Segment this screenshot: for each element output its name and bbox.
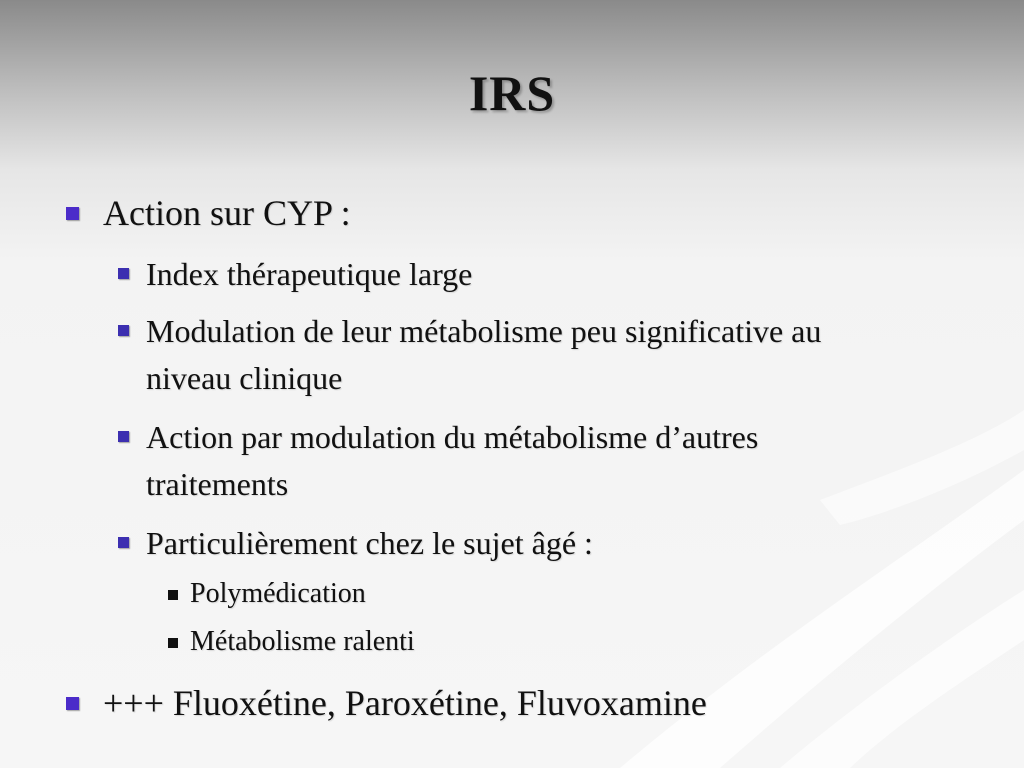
sub-bullet-modulation-line2: niveau clinique: [146, 360, 343, 396]
sub-bullet-action-modulation-line1: Action par modulation du métabolisme d’autres: [146, 419, 759, 455]
bullet-square-icon: [168, 590, 178, 600]
slide-title: IRS: [468, 65, 556, 121]
bullet-square-icon: [118, 268, 129, 279]
subsub-bullet-metabolisme-ralenti: Métabolisme ralenti: [190, 626, 415, 657]
bullet-square-icon: [118, 537, 129, 548]
sub-bullet-modulation-line1: Modulation de leur métabolisme peu significative au: [146, 313, 822, 349]
bullet-square-icon: [168, 638, 178, 648]
bullet-square-icon: [118, 431, 129, 442]
sub-bullet-index-therapeutique: Index thérapeutique large: [146, 256, 473, 292]
bullet-square-icon: [118, 325, 129, 336]
sub-bullet-sujet-age: Particulièrement chez le sujet âgé :: [146, 525, 593, 561]
bullet-fluoxetine: +++ Fluoxétine, Paroxétine, Fluvoxamine: [103, 683, 707, 723]
sub-bullet-action-modulation-line2: traitements: [146, 466, 289, 502]
bullet-action-cyp: Action sur CYP :: [103, 193, 351, 233]
bullet-square-icon: [66, 697, 79, 710]
bullet-square-icon: [66, 207, 79, 220]
subsub-bullet-polymedication: Polymédication: [190, 578, 366, 609]
